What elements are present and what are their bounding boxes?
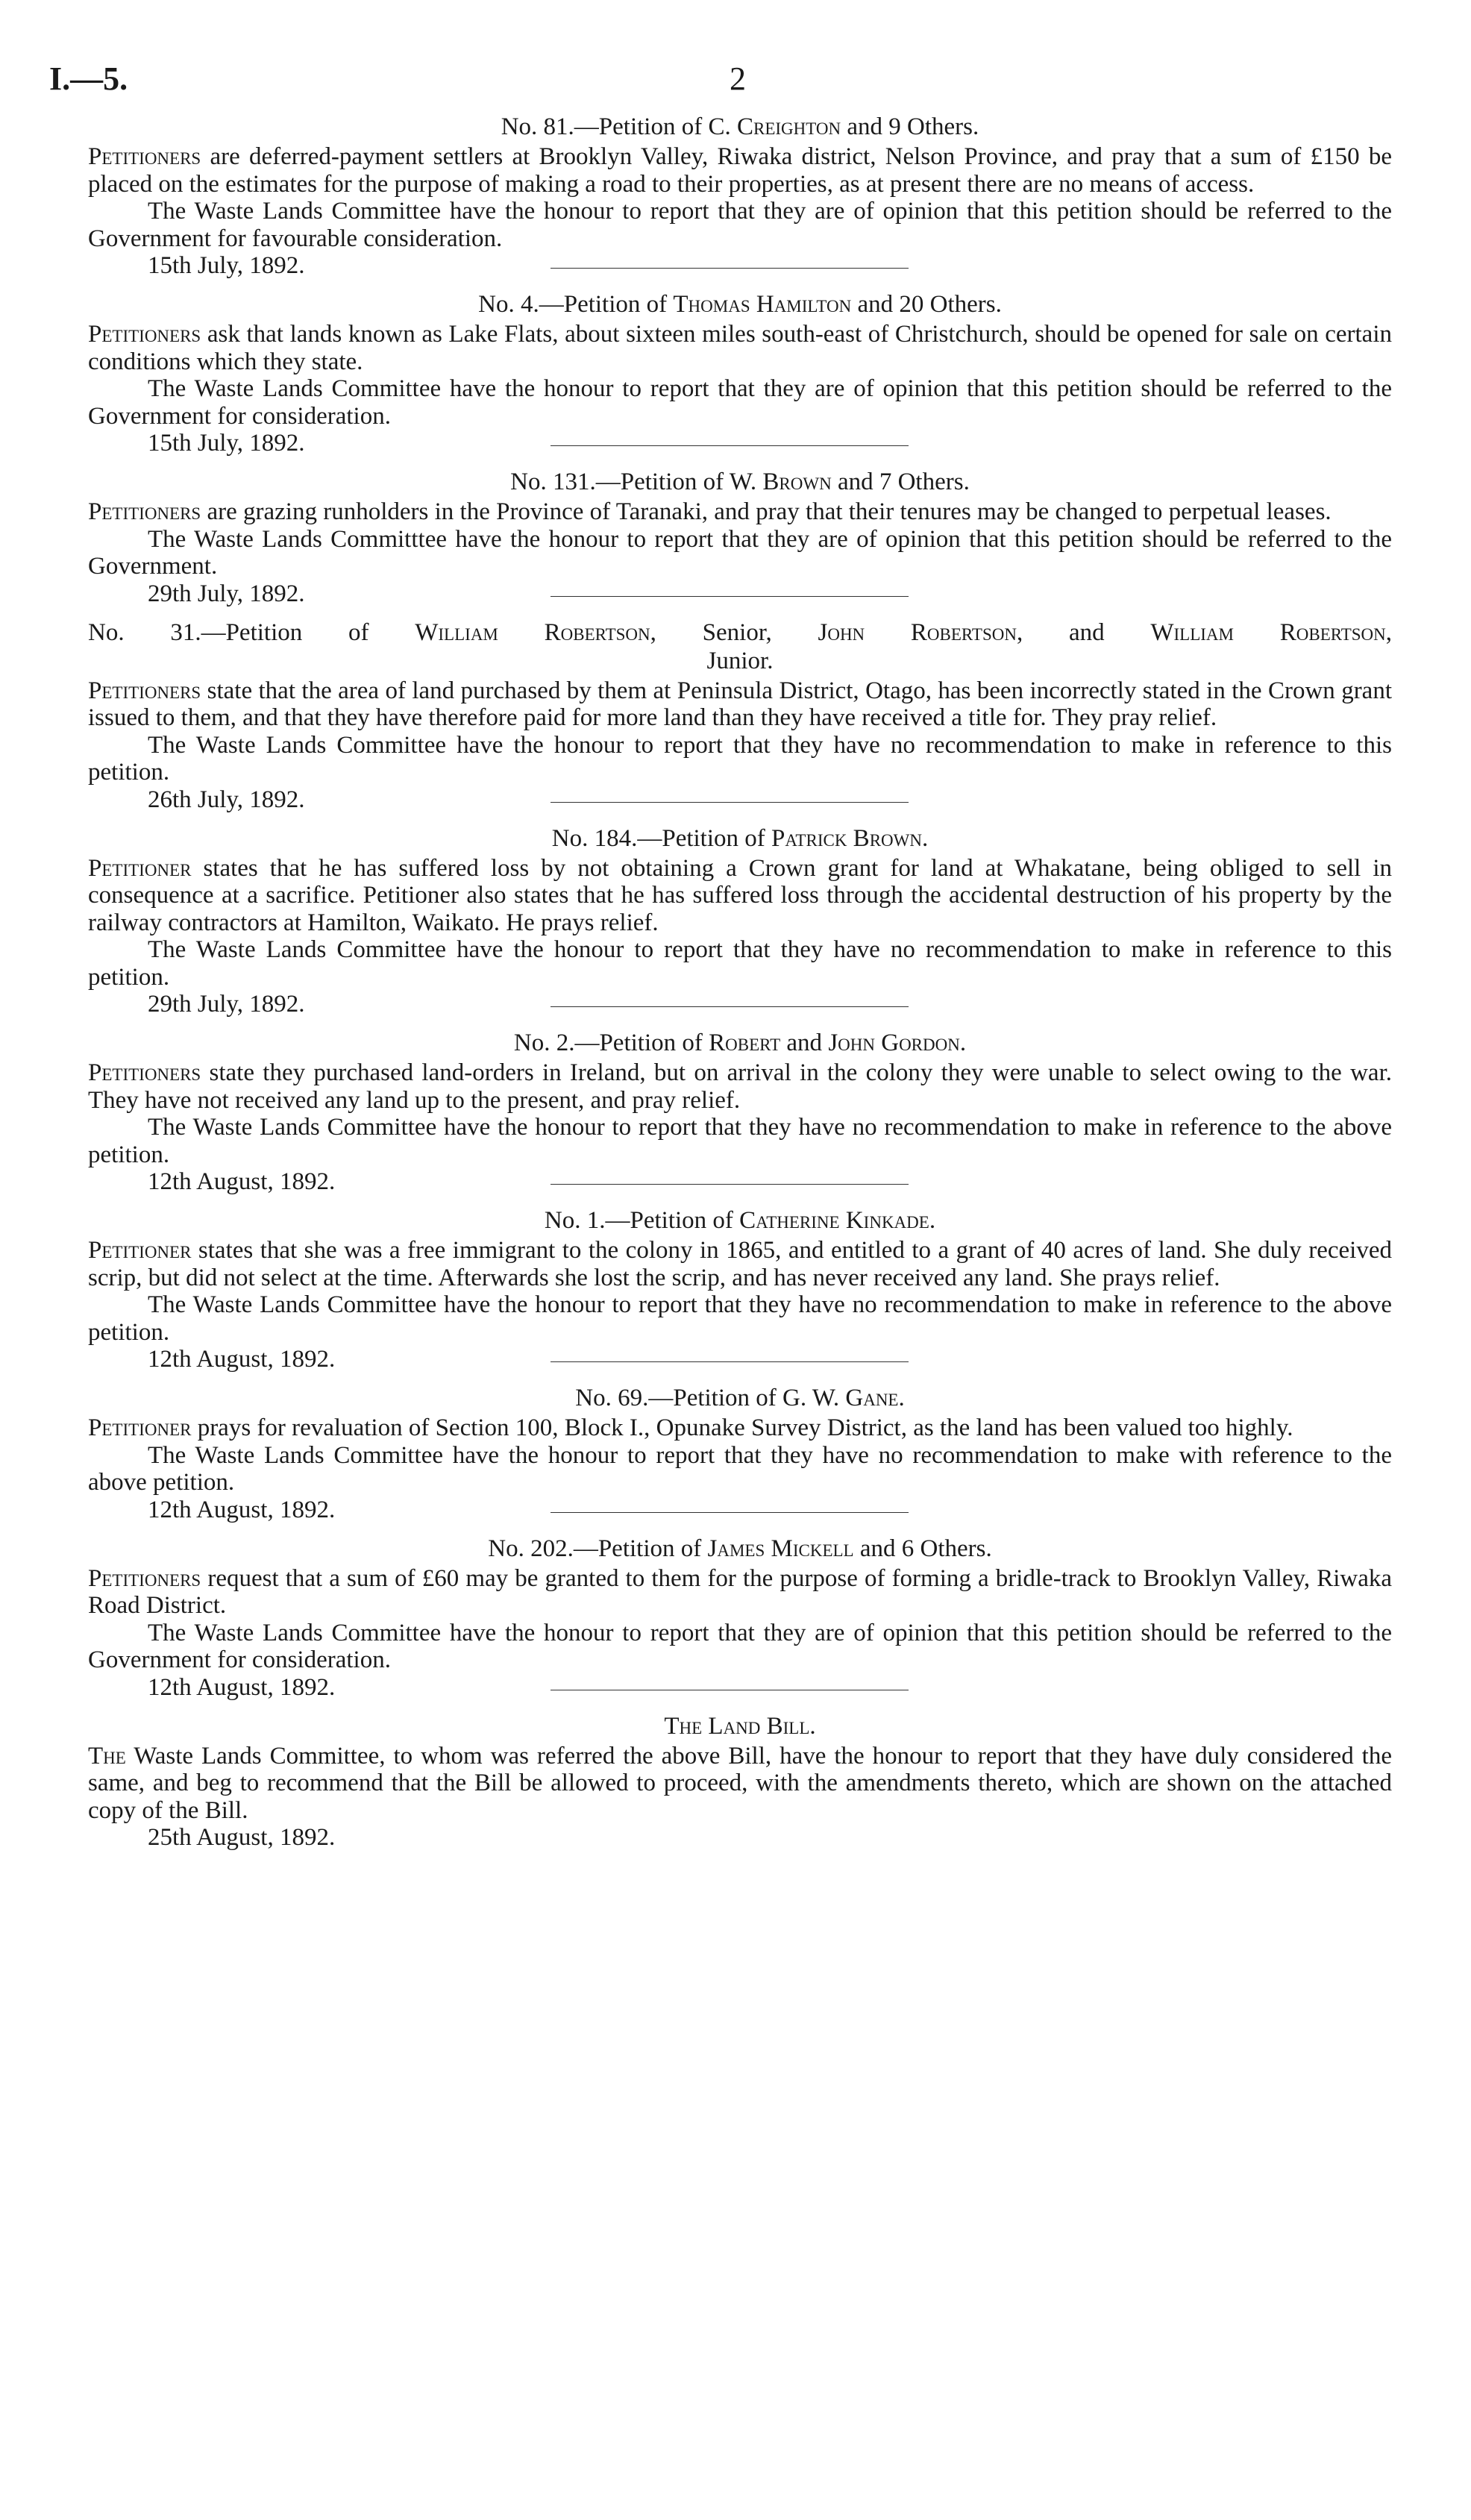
section-divider (551, 1184, 909, 1185)
petition-title: No. 202.—Petition of James Mickell and 6 Others. (488, 1535, 992, 1562)
petition-2 (88, 1028, 1392, 1195)
petition-title: No. 1.—Petition of Catherine Kinkade. (544, 1207, 936, 1234)
petition-body: Petitioners state that the area of land purchased by them at Peninsula District, Otago, has been incorrectly stated in the Crown grant issued to them, and that they have therefore paid for more land than they have received a title for. They pray relief. (88, 677, 1392, 731)
section-divider (551, 268, 909, 269)
petition-81 (88, 112, 1392, 279)
petition-1 (88, 1206, 1392, 1373)
petition-body: Petitioner prays for revaluation of Section 100, Block I., Opunake Survey District, as the land has been valued too highly. (88, 1414, 1293, 1441)
committee-report: The Waste Lands Committtee have the honour to report that they are of opinion that this petition should be referred to the Government. (88, 525, 1392, 580)
petition-131 (88, 467, 1392, 607)
committee-report: The Waste Lands Committee have the honour to report that they have no recommendation to make in reference to the above petition. (88, 1291, 1392, 1346)
petition-body: Petitioner states that she was a free immigrant to the colony in 1865, and entitled to a grant of 40 acres of land. She duly received scrip, but did not select at the time. Afterwards she lost the scrip, and has never received any land. She prays relief. (88, 1237, 1392, 1291)
petition-title: No. 81.—Petition of C. Creighton and 9 Others. (501, 113, 979, 140)
section-divider (551, 445, 909, 446)
petition-title-continuation: Junior. (706, 647, 774, 674)
committee-report: The Waste Lands Committee have the honour to report that they have no recommendation to make with reference to the above petition. (88, 1441, 1392, 1496)
report-date: 15th July, 1892. (148, 430, 305, 457)
report-date: 12th August, 1892. (148, 1496, 336, 1523)
report-date: 12th August, 1892. (148, 1346, 336, 1373)
petition-4 (88, 289, 1392, 457)
petition-title: No. 4.—Petition of Thomas Hamilton and 20 Others. (478, 291, 1002, 318)
report-date: 26th July, 1892. (148, 786, 305, 813)
petition-title: No. 31.—Petition of William Robertson, Senior, John Robertson, and William Robertson, (88, 618, 1393, 646)
parliamentary-paper-ref: I.—5. (49, 60, 128, 97)
committee-report: The Waste Lands Committee have the honour to report that they are of opinion that this petition should be referred to the Government for favourable consideration. (88, 198, 1392, 252)
report-date: 25th August, 1892. (148, 1824, 336, 1851)
petition-title: No. 184.—Petition of Patrick Brown. (551, 824, 929, 852)
section-divider (551, 1361, 909, 1362)
land-bill-title: The Land Bill. (664, 1712, 816, 1740)
petition-body: Petitioners are deferred-payment settlers at Brooklyn Valley, Riwaka district, Nelson Province, and pray that a sum of £150 be placed on the estimates for the purpose of making a road to their properties, as at present there are no means of access. (88, 143, 1392, 198)
land-bill-section (88, 1711, 1392, 1852)
petition-body: Petitioners request that a sum of £60 may be granted to them for the purpose of forming a bridle-track to Brooklyn Valley, Riwaka Road District. (88, 1564, 1392, 1619)
petition-body: Petitioners state they purchased land-orders in Ireland, but on arrival in the colony they were unable to select owing to the war. They have not received any land up to the present, and pray relief. (88, 1059, 1392, 1114)
section-divider (551, 1006, 909, 1007)
petition-body: Petitioner states that he has suffered loss by not obtaining a Crown grant for land at Whakatane, being obliged to sell in consequence at a sacrifice. Petitioner also states that he has suffered loss through the accidental destruction of his property by the railway contractors at Hamilton, Waikato. He prays relief. (88, 854, 1392, 936)
committee-report: The Waste Lands Committee have the honour to report that they have no recommendation to make in reference to this petition. (88, 731, 1392, 786)
section-divider (551, 1512, 909, 1513)
petition-title: No. 69.—Petition of G. W. Gane. (575, 1385, 905, 1411)
section-divider (551, 596, 909, 597)
report-date: 12th August, 1892. (148, 1168, 336, 1195)
report-date: 15th July, 1892. (148, 252, 305, 279)
petition-body: Petitioners are grazing runholders in the Province of Taranaki, and pray that their tenures may be changed to perpetual leases. (88, 498, 1332, 525)
report-date: 29th July, 1892. (148, 991, 305, 1018)
land-bill-report: The Waste Lands Committee, to whom was referred the above Bill, have the honour to report that they have duly considered the same, and beg to recommend that the Bill be allowed to proceed, with the amendments thereto, which are shown on the attached copy of the Bill. (88, 1742, 1392, 1824)
document-page (49, 60, 1393, 1852)
section-divider (551, 802, 909, 803)
petition-69 (88, 1383, 1392, 1523)
report-date: 12th August, 1892. (148, 1673, 336, 1701)
petition-31 (88, 618, 1393, 813)
petition-184 (88, 824, 1392, 1018)
petition-body: Petitioners ask that lands known as Lake Flats, about sixteen miles south-east of Christchurch, should be opened for sale on certain conditions which they state. (88, 321, 1392, 375)
page-header (49, 60, 1392, 112)
committee-report: The Waste Lands Committee have the honour to report that they have no recommendation to make in reference to the above petition. (88, 1114, 1392, 1168)
petition-title: No. 2.—Petition of Robert and John Gordon. (513, 1029, 967, 1056)
committee-report: The Waste Lands Committee have the honour to report that they have no recommendation to make in reference to this petition. (88, 936, 1392, 991)
committee-report: The Waste Lands Committee have the honour to report that they are of opinion that this petition should be referred to the Government for consideration. (88, 375, 1392, 430)
petition-202 (88, 1534, 1392, 1701)
petition-title: No. 131.—Petition of W. Brown and 7 Others. (510, 468, 970, 495)
report-date: 29th July, 1892. (148, 580, 305, 607)
committee-report: The Waste Lands Committee have the honour to report that they are of opinion that this petition should be referred to the Government for consideration. (88, 1619, 1392, 1673)
page-number: 2 (730, 60, 746, 97)
